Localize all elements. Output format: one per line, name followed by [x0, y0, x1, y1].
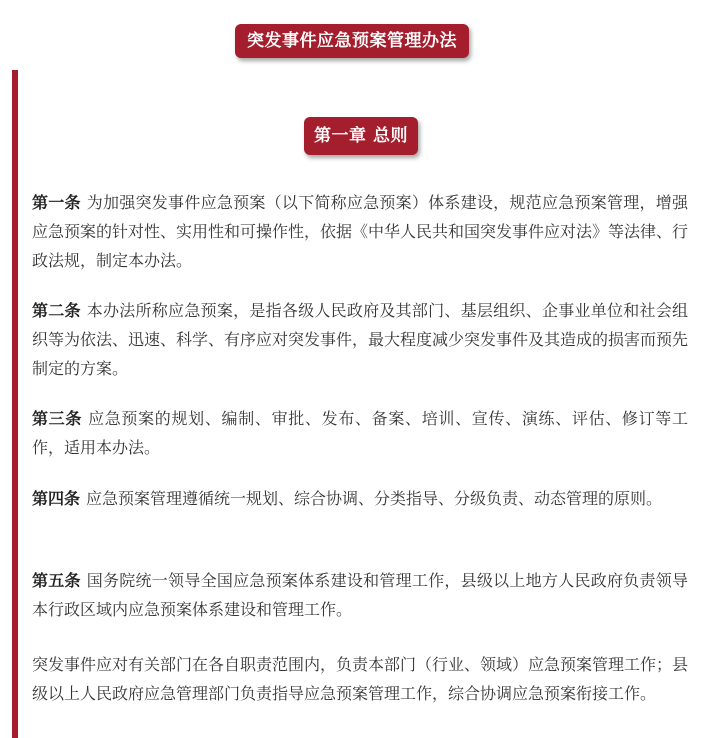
article-4: [32, 484, 688, 513]
chapter-heading-container: [18, 117, 704, 155]
document-title: 突发事件应急预案管理办法: [235, 24, 469, 58]
article-5-paragraph-2: [32, 650, 688, 708]
chapter-heading: 第一章 总则: [304, 117, 418, 155]
title-container: [0, 24, 704, 58]
article-label: 第一条: [32, 193, 81, 212]
article-2: [32, 296, 688, 383]
article-3: [32, 404, 688, 462]
article-1: [32, 188, 688, 275]
article-text: 本办法所称应急预案，是指各级人民政府及其部门、基层组织、企事业单位和社会组织等为依法、迅速、科学、有序应对突发事件，最大程度减少突发事件及其造成的损害而预先制定的方案。: [32, 301, 689, 378]
article-text: 国务院统一领导全国应急预案体系建设和管理工作，县级以上地方人民政府负责领导本行政区域内应急预案体系建设和管理工作。: [32, 571, 688, 619]
article-label: 第二条: [32, 301, 81, 320]
article-5: [32, 566, 688, 624]
chapter-section: [12, 70, 698, 738]
article-label: 第五条: [32, 571, 81, 590]
article-label: 第四条: [32, 489, 81, 508]
article-text: 应急预案管理遵循统一规划、综合协调、分类指导、分级负责、动态管理的原则。: [86, 489, 663, 508]
article-text: 应急预案的规划、编制、审批、发布、备案、培训、宣传、演练、评估、修订等工作，适用本办法。: [32, 409, 688, 457]
article-label: 第三条: [32, 409, 83, 428]
article-text: 突发事件应对有关部门在各自职责范围内，负责本部门（行业、领域）应急预案管理工作；县级以上人民政府应急管理部门负责指导应急预案管理工作，综合协调应急预案衔接工作。: [32, 655, 689, 703]
article-text: 为加强突发事件应急预案（以下简称应急预案）体系建设，规范应急预案管理，增强应急预案的针对性、实用性和可操作性，依据《中华人民共和国突发事件应对法》等法律、行政法规，制定本办法。: [32, 193, 689, 270]
